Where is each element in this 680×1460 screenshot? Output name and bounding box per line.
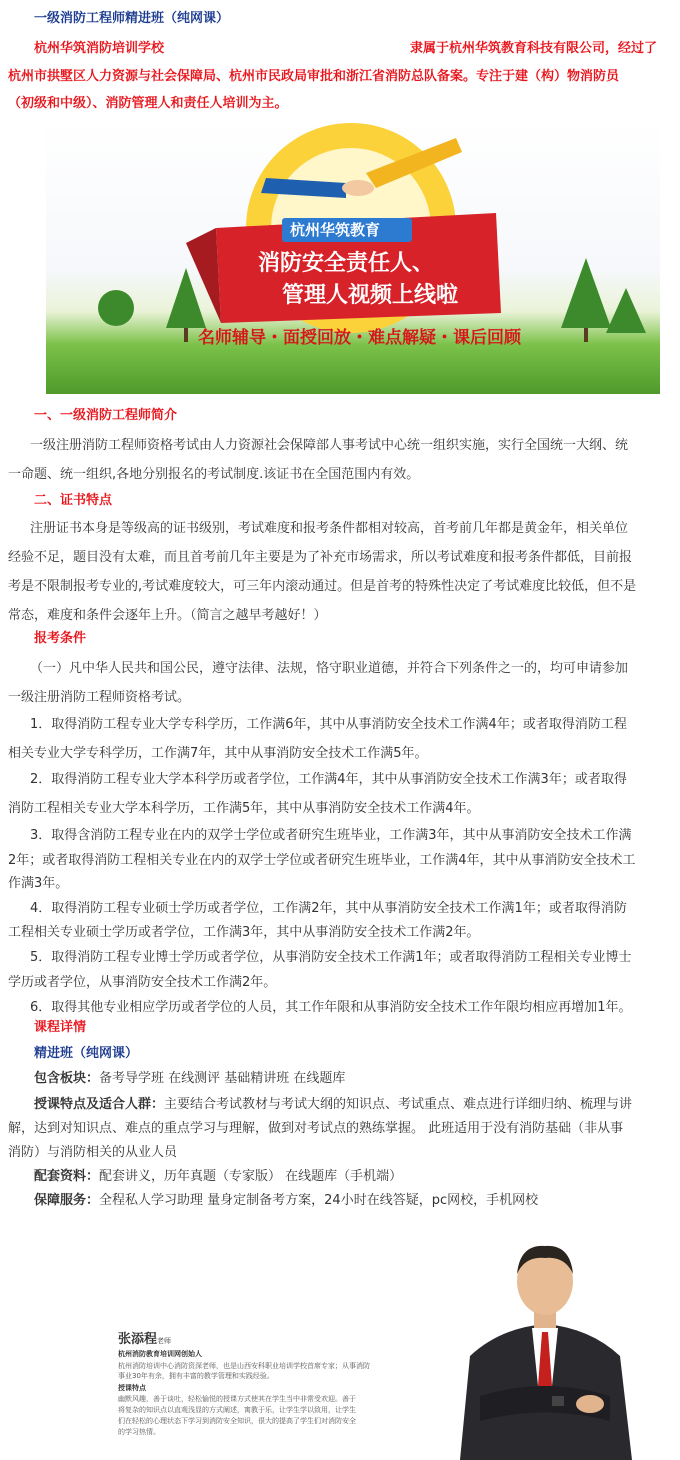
- teacher-feature-1: 幽默风趣，善于谈吐，轻松愉悦的授课方式使其在学生当中非常受欢迎。善于: [118, 1395, 356, 1403]
- section1-line: 一命题、统一组织,各地分别报名的考试制度.该证书在全国范围内有效。: [8, 467, 420, 482]
- section-heading-course: 课程详情: [34, 1020, 87, 1035]
- page-title: 一级消防工程师精进班（纯网课）: [34, 11, 230, 26]
- teacher-bio-2: 事业30年有余，拥有丰富的教学管理和实践经验。: [118, 1372, 274, 1380]
- teacher-title: 老师: [157, 1337, 172, 1345]
- section1-line: 一级注册消防工程师资格考试由人力资源社会保障部人事考试中心统一组织实施，实行全国统一大纲、统: [30, 438, 629, 453]
- section2-line: 常态，难度和条件会逐年上升。（简言之越早考越好！）: [8, 608, 327, 623]
- requirement-line: （一）凡中华人民共和国公民，遵守法律、法规，恪守职业道德，并符合下列条件之一的，均可申请参加: [30, 661, 629, 676]
- teacher-photo: [440, 1236, 650, 1460]
- banner-line-1: 消防安全责任人、: [258, 251, 435, 276]
- requirement-line: 消防工程相关专业大学本科学历，工作满5年，其中从事消防安全技术工作满4年。: [8, 801, 480, 816]
- teacher-feature-heading: 授课特点: [118, 1384, 146, 1392]
- requirement-line: 相关专业大学专科学历，工作满7年，其中从事消防安全技术工作满5年。: [8, 746, 428, 761]
- modules-row: [34, 1064, 345, 1093]
- features-label: 授课特点及适合人群：: [34, 1097, 165, 1112]
- banner-slogan: 名师辅导・面授回放・难点解疑・课后回顾: [198, 328, 521, 348]
- requirement-line: 一级注册消防工程师资格考试。: [8, 690, 191, 705]
- features-value: 主要结合考试教材与考试大纲的知识点、考试重点、难点进行详细归纳、梳理与讲: [164, 1097, 633, 1112]
- section2-line: 注册证书本身是等级高的证书级别，考试难度和报考条件都相对较高，首考前几年都是黄金年，相关单位: [30, 521, 629, 536]
- intro-line-2: 杭州市拱墅区人力资源与社会保障局、杭州市民政局审批和浙江省消防总队备案。专注于建（构）物消防员: [8, 69, 620, 84]
- banner-brand: 杭州华筑教育: [290, 221, 381, 239]
- requirement-line: 2年；或者取得消防工程相关专业在内的双学士学位或者研究生班毕业，工作满4年，其中从事消防安全技术工: [8, 853, 636, 868]
- affiliation-text: 隶属于杭州华筑教育科技有限公司，经过了: [410, 41, 658, 56]
- handshake-icon: [342, 180, 374, 196]
- section2-line: 经验不足，题目没有太难，而且首考前几年主要是为了补充市场需求，所以考试难度和报考条件都低，目前报: [8, 550, 633, 565]
- section-heading-intro: 一、一级消防工程师简介: [34, 408, 178, 423]
- teacher-feature-4: 的学习热情。: [118, 1428, 160, 1436]
- features-line: 解，达到对知识点、难点的重点学习与理解，做到对考试点的熟练掌握。 此班适用于没有消防基础（非从事: [8, 1121, 624, 1136]
- requirement-line: 2．取得消防工程专业大学本科学历或者学位，工作满4年，其中从事消防安全技术工作满3年；或者取得: [30, 772, 627, 787]
- requirement-line: 5．取得消防工程专业博士学历或者学位，从事消防安全技术工作满1年；或者取得消防工程相关专业博士: [30, 950, 632, 965]
- service-label: 保障服务：: [34, 1193, 100, 1208]
- requirement-line: 工程相关专业硕士学历或者学位，工作满3年，其中从事消防安全技术工作满2年。: [8, 925, 480, 940]
- course-name: 精进班（纯网课）: [34, 1046, 139, 1061]
- requirement-line: 学历或者学位，从事消防安全技术工作满2年。: [8, 975, 277, 990]
- modules-value: 备考导学班 在线测评 基础精讲班 在线题库: [99, 1071, 346, 1086]
- materials-label: 配套资料：: [34, 1169, 100, 1184]
- requirement-line: 作满3年。: [8, 876, 69, 891]
- teacher-name-row: [118, 1332, 171, 1349]
- section2-line: 考是不限制报考专业的,考试难度较大，可三年内滚动通过。但是首考的特殊性决定了考试难度比较低，但不是: [8, 579, 637, 594]
- school-name: 杭州华筑消防培训学校: [34, 41, 165, 56]
- promo-banner: [46, 118, 660, 394]
- teacher-name: 张添程: [118, 1332, 158, 1347]
- teacher-role: 杭州消防教育培训网创始人: [118, 1350, 202, 1358]
- requirement-line: 1．取得消防工程专业大学专科学历，工作满6年，其中从事消防安全技术工作满4年；或者取得消防工程: [30, 717, 627, 732]
- service-row: [34, 1186, 538, 1215]
- section-heading-certificate: 二、证书特点: [34, 493, 113, 508]
- teacher-feature-3: 们在轻松的心理状态下学习到消防安全知识，很大的提高了学生们对消防安全: [118, 1417, 356, 1425]
- section-heading-requirements: 报考条件: [34, 631, 87, 646]
- modules-label: 包含板块：: [34, 1071, 100, 1086]
- requirement-line: 4．取得消防工程专业硕士学历或者学位，工作满2年，其中从事消防安全技术工作满1年；或者取得消防: [30, 901, 627, 916]
- banner-line-2: 管理人视频上线啦: [282, 283, 459, 308]
- teacher-card: [0, 1236, 680, 1460]
- requirement-line: 6．取得其他专业相应学历或者学位的人员，其工作年限和从事消防安全技术工作年限均相应再增加1年。: [30, 1000, 632, 1015]
- teacher-feature-2: 将复杂的知识点以直观浅显的方式阐述，寓教于乐，让学生学以致用，让学生: [118, 1406, 356, 1414]
- materials-value: 配套讲义，历年真题（专家版） 在线题库（手机端）: [99, 1169, 403, 1184]
- teacher-bio-1: 杭州消防培训中心消防资深老师，也是山西安科职业培训学校首席专家；从事消防: [118, 1362, 370, 1370]
- intro-line-3: （初级和中级）、消防管理人和责任人培训为主。: [8, 96, 288, 111]
- features-line: 消防）与消防相关的从业人员: [8, 1145, 178, 1160]
- requirement-line: 3．取得含消防工程专业在内的双学士学位或者研究生班毕业，工作满3年，其中从事消防安全技术工作满: [30, 828, 632, 843]
- service-value: 全程私人学习助理 量身定制备考方案，24小时在线答疑，pc网校，手机网校: [99, 1193, 539, 1208]
